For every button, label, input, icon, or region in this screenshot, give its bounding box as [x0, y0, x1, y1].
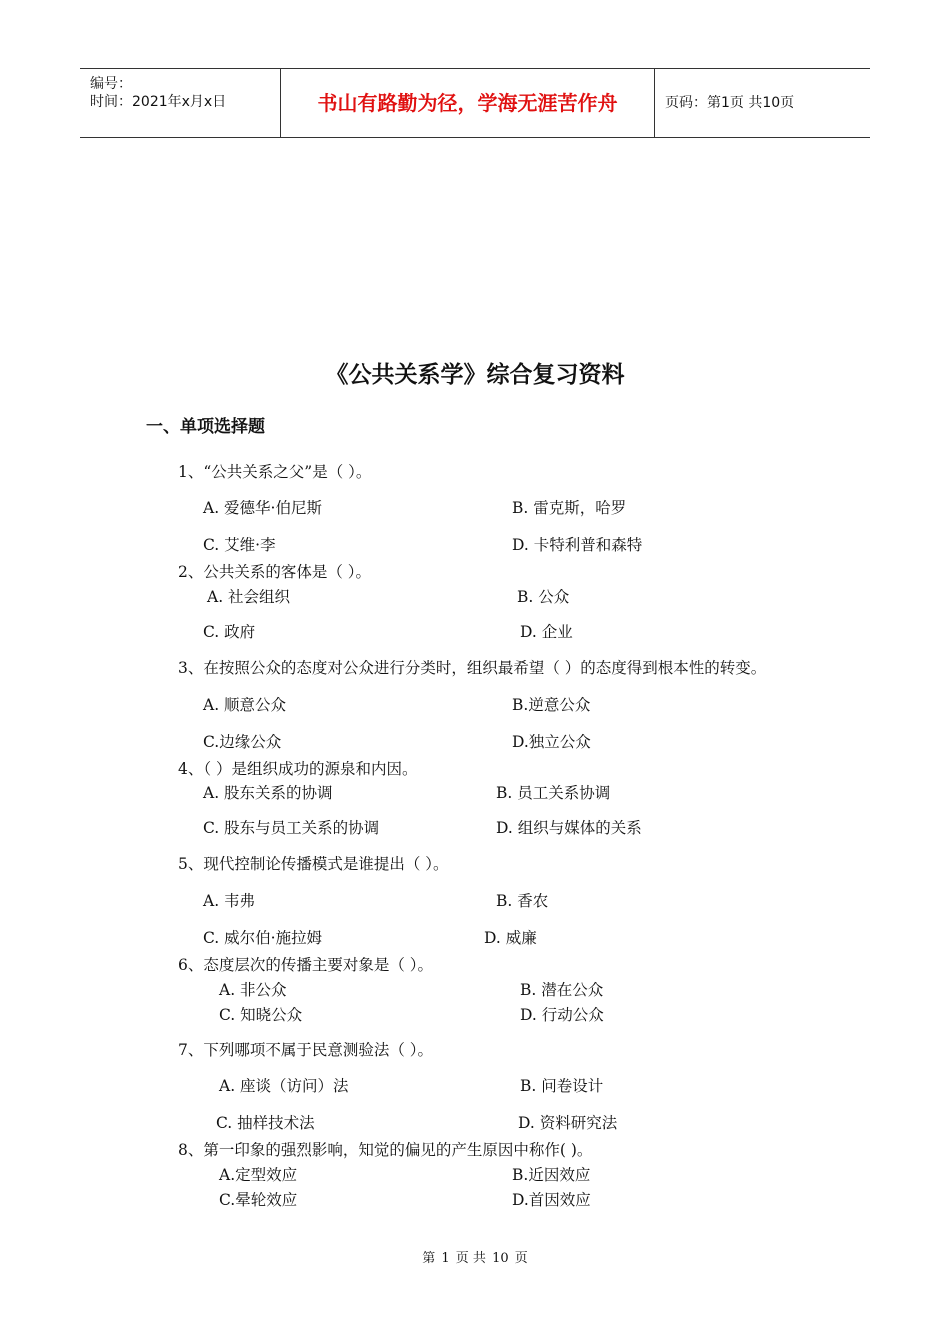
footer-total-pages: 10 [492, 1251, 509, 1266]
option-c: C.晕轮效应 [219, 1191, 298, 1209]
option-a: A.定型效应 [219, 1166, 298, 1184]
header-table [80, 68, 870, 138]
option-a: A. 非公众 [219, 981, 287, 999]
header-meta-cell [80, 69, 281, 137]
option-c: C. 抽样技术法 [216, 1114, 315, 1132]
option-d: D. 威廉 [484, 929, 537, 947]
option-a: A. 股东关系的协调 [203, 784, 333, 802]
footer-current-page: 1 [441, 1251, 450, 1266]
option-d: D. 卡特利普和森特 [512, 536, 643, 554]
document-title: 《公共关系学》综合复习资料 [325, 362, 625, 388]
header-motto: 书山有路勤为径，学海无涯苦作舟 [281, 69, 655, 137]
question-stem: 5、现代控制论传播模式是谁提出（ ）。 [178, 855, 449, 873]
option-b: B. 员工关系协调 [496, 784, 611, 802]
option-b: B.逆意公众 [512, 696, 591, 714]
option-b: B. 雷克斯，哈罗 [512, 499, 627, 517]
question-stem: 3、在按照公众的态度对公众进行分类时，组织最希望（ ）的态度得到根本性的转变。 [178, 659, 767, 677]
question-stem: 7、下列哪项不属于民意测验法（ ）。 [178, 1041, 434, 1059]
option-b: B. 潜在公众 [520, 981, 604, 999]
question-stem: 2、公共关系的客体是（ ）。 [178, 563, 372, 581]
option-c: C. 股东与员工关系的协调 [203, 819, 380, 837]
time-label: 时间：2021年x月x日 [90, 94, 227, 110]
option-b: B. 问卷设计 [520, 1077, 604, 1095]
option-b: B. 香农 [496, 892, 549, 910]
option-b: B.近因效应 [512, 1166, 591, 1184]
option-c: C. 政府 [203, 623, 256, 641]
option-c: C. 艾维·李 [203, 536, 276, 554]
option-d: D. 企业 [520, 623, 573, 641]
footer-suffix: 页 [514, 1251, 528, 1266]
option-a: A. 韦弗 [203, 892, 256, 910]
option-d: D. 组织与媒体的关系 [496, 819, 642, 837]
option-a: A. 顺意公众 [203, 696, 287, 714]
option-d: D.独立公众 [512, 733, 591, 751]
option-a: A. 社会组织 [207, 588, 291, 606]
question-stem: 4、（ ）是组织成功的源泉和内因。 [178, 760, 418, 778]
option-c: C. 知晓公众 [219, 1006, 303, 1024]
section-heading: 一、单项选择题 [146, 417, 265, 437]
question-stem: 8、第一印象的强烈影响，知觉的偏见的产生原因中称作( )。 [178, 1141, 593, 1159]
option-d: D. 资料研究法 [518, 1114, 618, 1132]
question-stem: 1、“公共关系之父”是（ ）。 [178, 463, 372, 481]
option-a: A. 爱德华·伯尼斯 [203, 499, 322, 517]
option-d: D. 行动公众 [520, 1006, 604, 1024]
page-footer [0, 1247, 950, 1266]
option-a: A. 座谈（访问）法 [219, 1077, 349, 1095]
number-label: 编号： [90, 76, 132, 92]
question-stem: 6、态度层次的传播主要对象是（ ）。 [178, 956, 434, 974]
option-c: C. 威尔伯·施拉姆 [203, 929, 323, 947]
option-d: D.首因效应 [512, 1191, 591, 1209]
footer-prefix: 第 [422, 1251, 436, 1266]
option-c: C.边缘公众 [203, 733, 282, 751]
option-b: B. 公众 [517, 588, 570, 606]
footer-mid: 页 共 [455, 1251, 486, 1266]
header-page-info: 页码：第1页 共10页 [665, 95, 795, 111]
